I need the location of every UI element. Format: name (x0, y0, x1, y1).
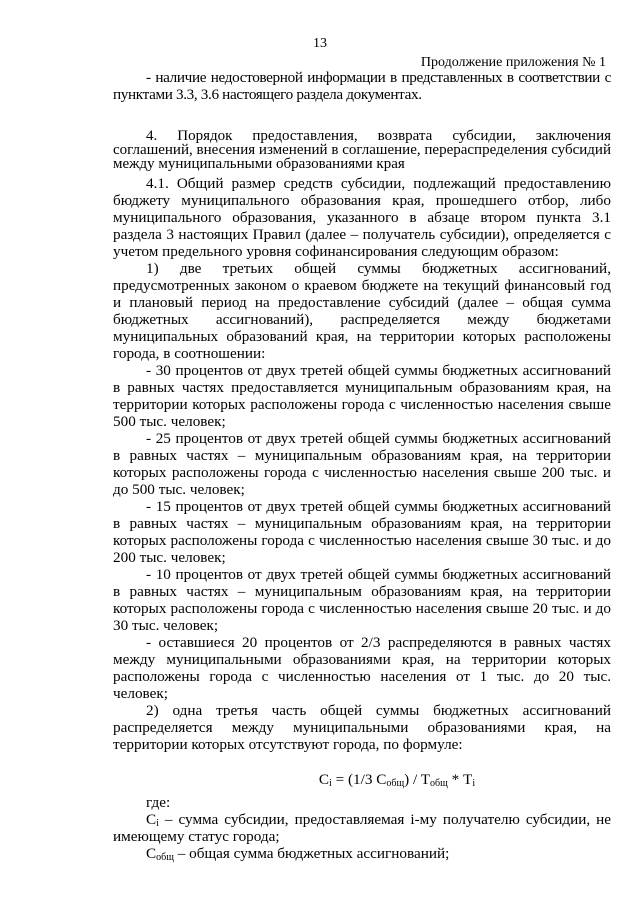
paragraph-30-percent: - 30 процентов от двух третей общей суммы бюджетных ассигнований в равных частях предоставляется муниципальным образованиям края, на территории которых расположены города с численностью населения свыше 500 тыс. человек; (113, 362, 611, 430)
paragraph-item-2: 2) одна третья часть общей суммы бюджетных ассигнований распределяется между муниципальными образованиями края, на территории которых отсутствуют города, по формуле: (113, 702, 611, 753)
page-number: 13 (313, 36, 327, 51)
definition-symbol: C (146, 845, 157, 862)
paragraph-4-1: 4.1. Общий размер средств субсидии, подлежащий предоставлению бюджету муниципального образования края, прошедшего отбор, либо муниципального образования, указанного в абзаце втором пункта 3.1 раздела 3 настоящих Правил (далее – получатель субсидии), определяется с учетом предельного уровня софинансирования следующим образом: (113, 175, 611, 260)
document-body (113, 69, 611, 862)
formula-t-subscript: общ (430, 778, 448, 789)
definition-c-i (113, 811, 611, 845)
definition-text: – общая сумма бюджетных ассигнований; (173, 845, 450, 862)
formula-lhs-subscript: i (329, 778, 332, 789)
definition-subscript: общ (156, 852, 174, 863)
paragraph-remaining-20-percent: - оставшиеся 20 процентов от 2/3 распределяются в равных частях между муниципальными образованиями края, на территории которых расположены города с численностью населения от 1 тыс. до 20 тыс. человек; (113, 634, 611, 702)
paragraph-15-percent: - 15 процентов от двух третей общей суммы бюджетных ассигнований в равных частях – муниципальным образованиям края, на территории которых расположены города с численностью населения свыше 30 тыс. и до 200 тыс. человек; (113, 498, 611, 566)
paragraph-item-1: 1) две третьих общей суммы бюджетных ассигнований, предусмотренных законом о краевом бюджете на текущий финансовый год и плановый период на предоставление субсидий (далее – общая сумма бюджетных ассигнований), распределяется между бюджетами муниципальных образований края, на территории которых расположены города, в соотношении: (113, 260, 611, 362)
definition-c-total (113, 845, 611, 862)
formula-open: = (1/3 C (331, 771, 387, 788)
definition-text: – сумма субсидии, предоставляемая i-му получателю субсидии, не имеющему статус города; (113, 811, 611, 845)
formula-tail-subscript: i (472, 778, 476, 789)
formula-mid: ) / T (404, 771, 431, 788)
subsidy-formula (113, 771, 611, 788)
paragraph-false-information: - наличие недостоверной информации в представленных в соответствии с пунктами 3.3, 3.6 настоящего раздела документах. (113, 69, 611, 103)
definition-symbol: C (146, 811, 157, 828)
formula-c-subscript: общ (386, 778, 405, 789)
definition-subscript: i (156, 818, 159, 829)
paragraph-25-percent: - 25 процентов от двух третей общей суммы бюджетных ассигнований в равных частях – муниципальным образованиям края, на территории которых расположены города с численностью населения свыше 200 тыс. и до 500 тыс. человек; (113, 430, 611, 498)
formula-tail: * T (447, 771, 473, 788)
formula-lhs: C (318, 771, 330, 788)
paragraph-10-percent: - 10 процентов от двух третей общей суммы бюджетных ассигнований в равных частях – муниципальным образованиям края, на территории которых расположены города с численностью населения свыше 20 тыс. и до 30 тыс. человек; (113, 566, 611, 634)
section-heading-4: 4. Порядок предоставления, возврата субсидии, заключения соглашений, внесения изменений в соглашение, перераспределения субсидий между муниципальными образованиями края (113, 128, 611, 172)
where-label: где: (146, 794, 171, 811)
appendix-continuation-label: Продолжение приложения № 1 (420, 55, 606, 70)
